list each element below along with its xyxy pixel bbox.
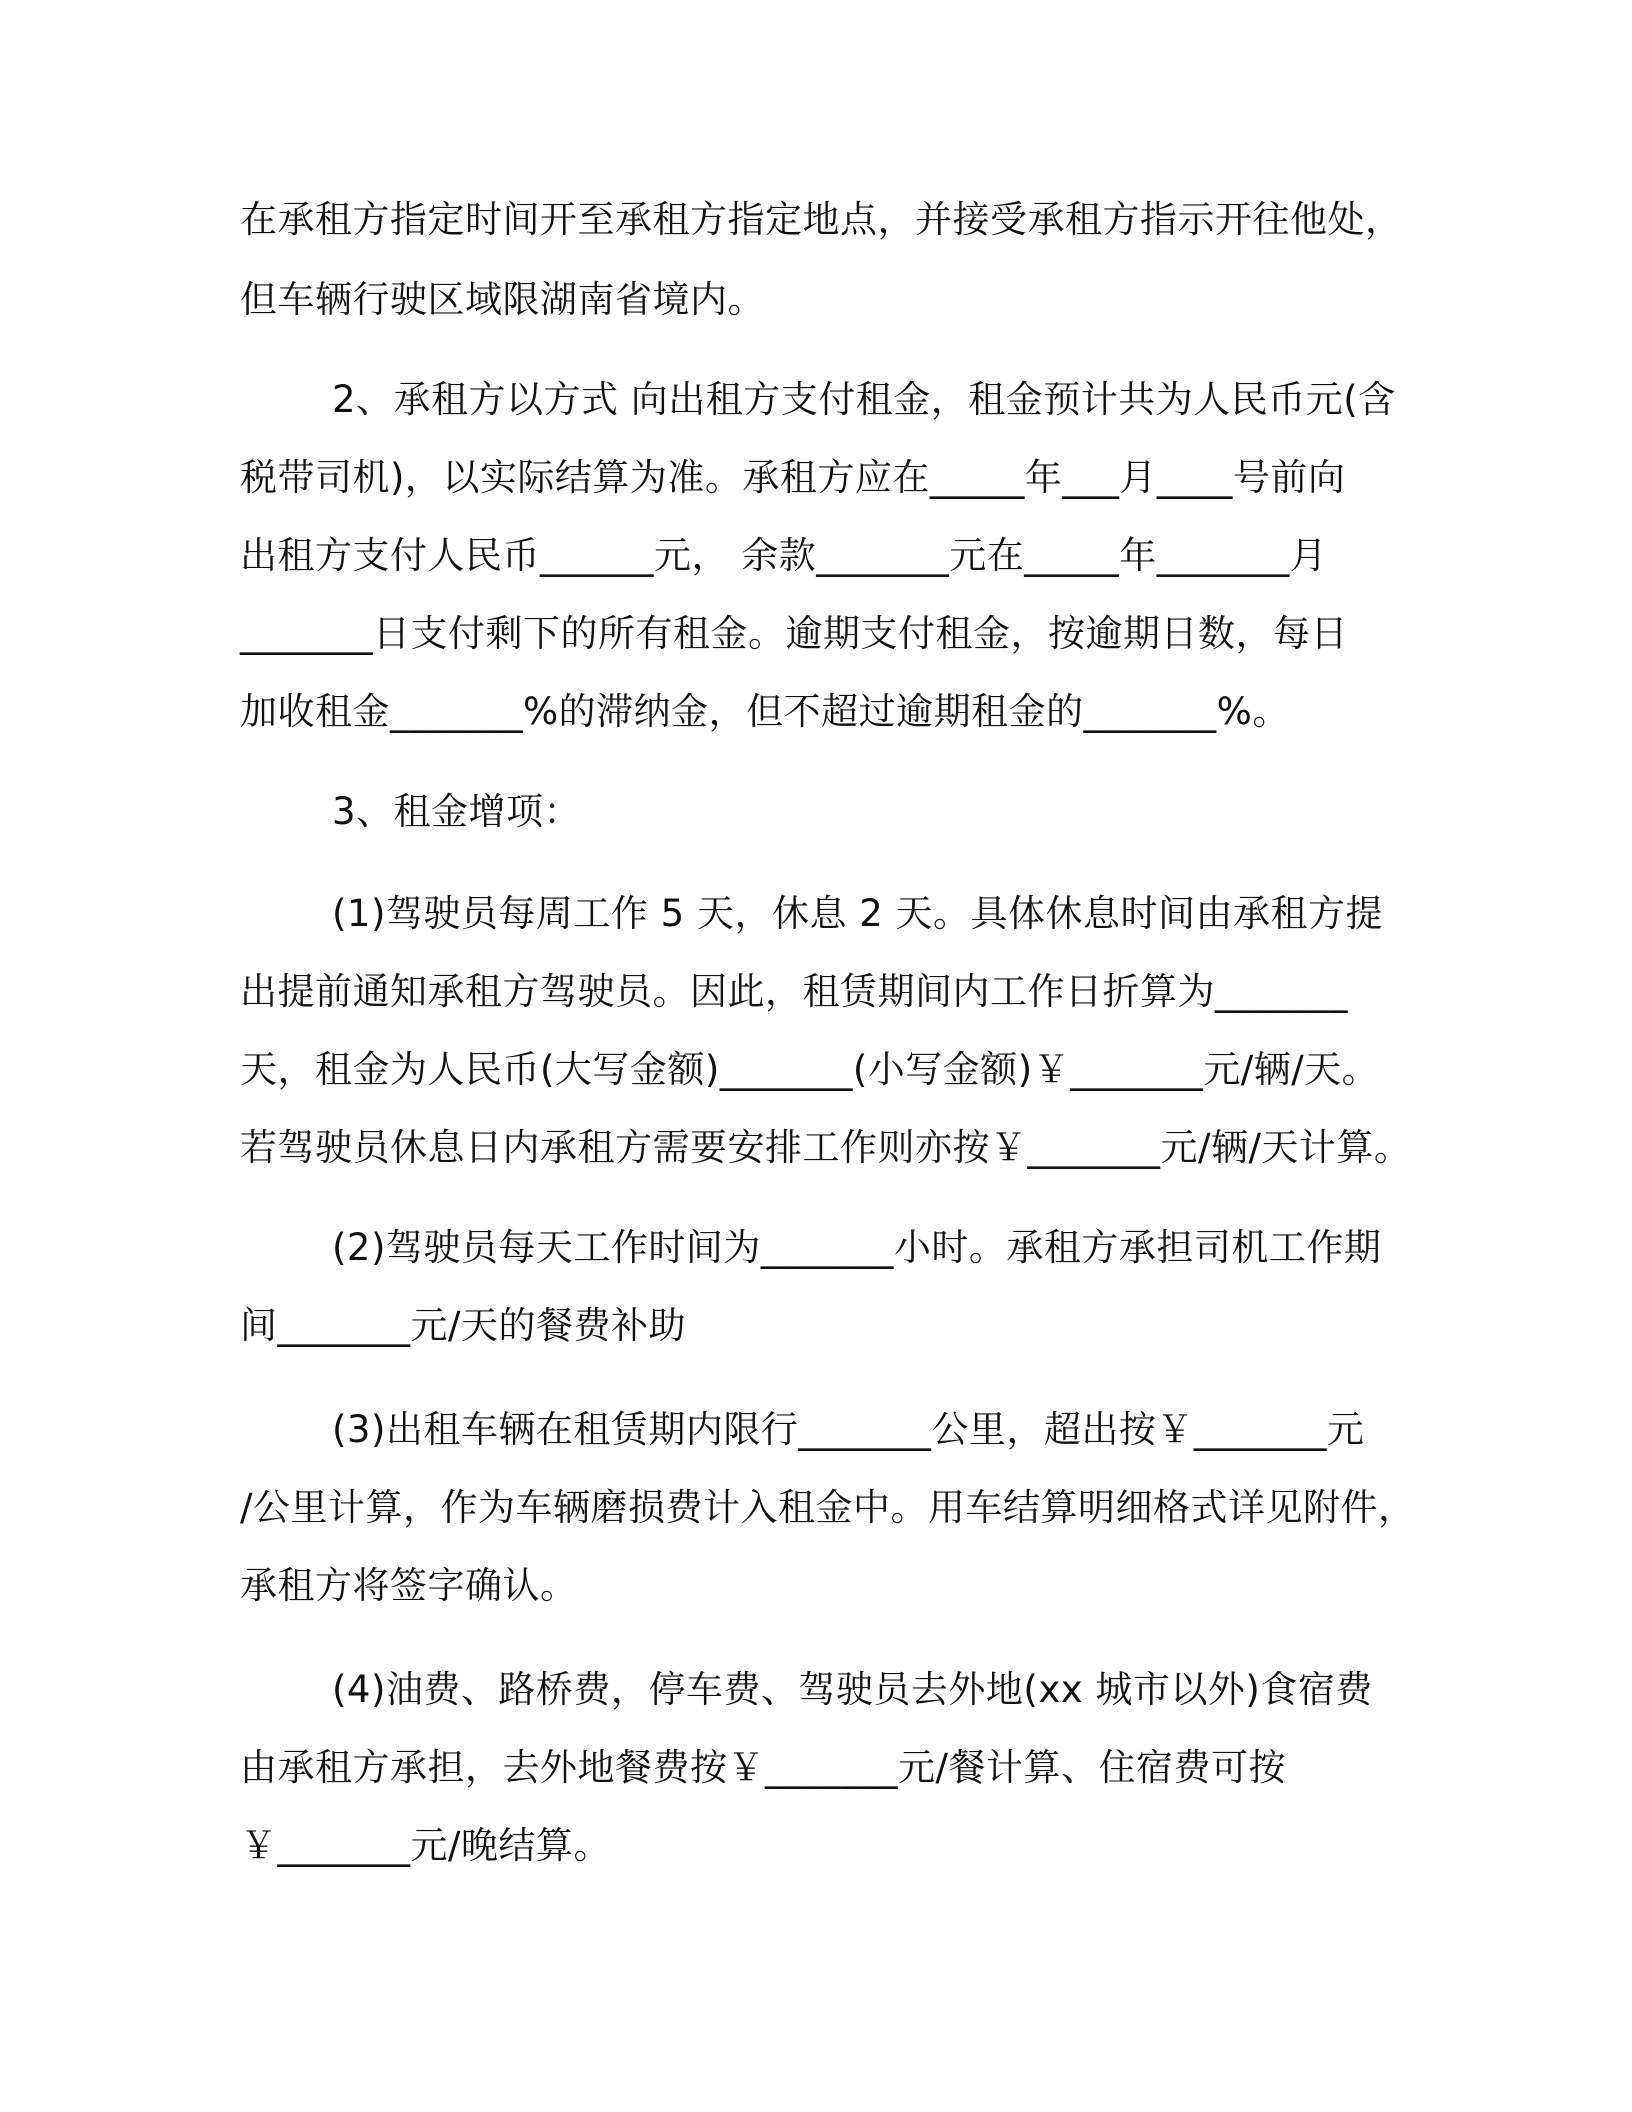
clause-2-line: _______日支付剩下的所有租金。逾期支付租金，按逾期日数，每日 [240,612,1348,655]
clause-2-line: 出租方支付人民币______元， 余款_______元在_____年_______月 [240,534,1328,577]
clause-2-line: 加收租金_______%的滞纳金，但不超过逾期租金的_______%。 [240,690,1290,733]
item-2-line: 间_______元/天的餐费补助 [240,1304,686,1347]
item-4-line: 由承租方承担，去外地餐费按￥_______元/餐计算、住宿费可按 [240,1746,1286,1789]
item-3-line: (3)出租车辆在租赁期内限行_______公里，超出按￥_______元 [332,1408,1365,1451]
item-1-line: 天，租金为人民币(大写金额)_______(小写金额)￥_______元/辆/天。 [240,1048,1380,1091]
paragraph-line: 但车辆行驶区域限湖南省境内。 [240,278,765,321]
item-1-line: (1)驾驶员每周工作 5 天，休息 2 天。具体休息时间由承租方提 [332,892,1384,935]
clause-3-heading: 3、租金增项： [332,790,582,833]
item-3-line: /公里计算，作为车辆磨损费计入租金中。用车结算明细格式详见附件， [240,1486,1416,1529]
clause-2-line: 2、承租方以方式 向出租方支付租金，租金预计共为人民币元(含 [332,378,1396,421]
paragraph-line: 在承租方指定时间开至承租方指定地点，并接受承租方指示开往他处， [240,198,1403,241]
item-2-line: (2)驾驶员每天工作时间为_______小时。承租方承担司机工作期 [332,1226,1382,1269]
item-1-line: 出提前通知承租方驾驶员。因此，租赁期间内工作日折算为_______ [240,970,1348,1013]
item-4-line: ￥_______元/晚结算。 [240,1824,611,1867]
item-3-line: 承租方将签字确认。 [240,1564,578,1607]
item-1-line: 若驾驶员休息日内承租方需要安排工作则亦按￥_______元/辆/天计算。 [240,1126,1412,1169]
clause-2-line: 税带司机)，以实际结算为准。承租方应在_____年___月____号前向 [240,456,1346,499]
item-4-line: (4)油费、路桥费，停车费、驾驶员去外地(xx 城市以外)食宿费 [332,1668,1373,1711]
